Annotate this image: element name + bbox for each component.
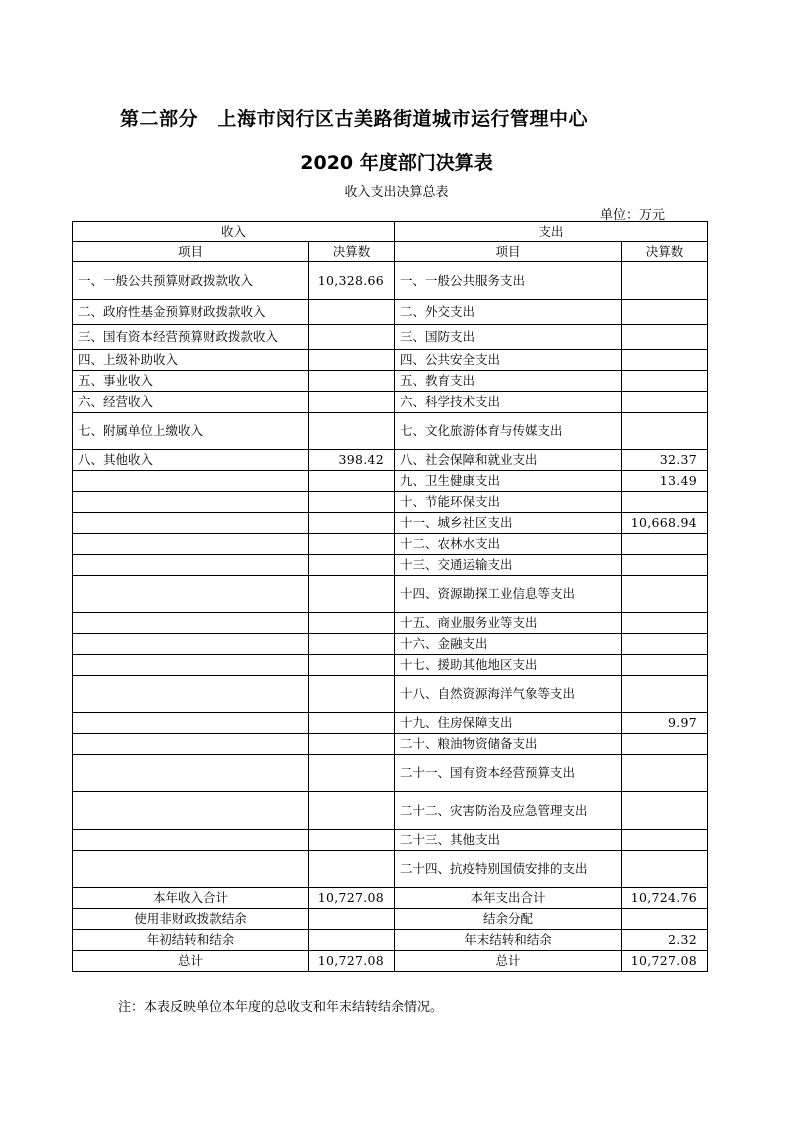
table-row	[73, 713, 708, 734]
expense-item: 二十三、其他支出	[395, 830, 622, 851]
expense-amount: 9.97	[622, 713, 708, 734]
summary-income-label: 年初结转和结余	[73, 930, 309, 951]
expense-amount	[622, 262, 708, 300]
expense-amount	[622, 792, 708, 830]
income-item	[73, 492, 309, 513]
summary-expense-amount: 10,727.08	[622, 951, 708, 972]
income-item: 一、一般公共预算财政拨款收入	[73, 262, 309, 300]
expense-amount-header: 决算数	[622, 242, 708, 262]
summary-row	[73, 951, 708, 972]
expense-amount	[622, 830, 708, 851]
summary-income-label: 本年收入合计	[73, 888, 309, 909]
income-item: 二、政府性基金预算财政拨款收入	[73, 300, 309, 325]
income-amount	[309, 613, 395, 634]
table-row	[73, 830, 708, 851]
table-subtitle: 收入支出决算总表	[344, 185, 449, 200]
unit-label: 单位：万元	[600, 208, 666, 223]
expense-amount	[622, 655, 708, 676]
income-item	[73, 576, 309, 613]
expense-amount	[622, 300, 708, 325]
income-amount	[309, 634, 395, 655]
table-row	[73, 262, 708, 300]
summary-income-amount	[309, 909, 395, 930]
income-amount	[309, 851, 395, 888]
income-amount	[309, 471, 395, 492]
income-amount	[309, 676, 395, 713]
income-amount	[309, 534, 395, 555]
income-item: 四、上级补助收入	[73, 350, 309, 371]
expense-item: 十六、金融支出	[395, 634, 622, 655]
income-item	[73, 792, 309, 830]
expense-amount	[622, 534, 708, 555]
main-title: 2020 年度部门决算表	[300, 152, 493, 174]
expense-amount	[622, 851, 708, 888]
summary-expense-amount	[622, 909, 708, 930]
expense-amount	[622, 734, 708, 755]
expense-amount	[622, 325, 708, 350]
income-item: 八、其他收入	[73, 450, 309, 471]
section-header-row	[73, 222, 708, 242]
income-item	[73, 613, 309, 634]
table-row	[73, 413, 708, 450]
expense-amount	[622, 755, 708, 792]
income-item	[73, 713, 309, 734]
income-item: 七、附属单位上缴收入	[73, 413, 309, 450]
expense-amount	[622, 676, 708, 713]
table-row	[73, 450, 708, 471]
expense-item: 十五、商业服务业等支出	[395, 613, 622, 634]
expense-item: 九、卫生健康支出	[395, 471, 622, 492]
expense-item: 四、公共安全支出	[395, 350, 622, 371]
expense-item: 六、科学技术支出	[395, 392, 622, 413]
part-title: 第二部分 上海市闵行区古美路街道城市运行管理中心	[120, 108, 589, 130]
income-amount: 10,328.66	[309, 262, 395, 300]
table-row	[73, 655, 708, 676]
income-amount	[309, 413, 395, 450]
expense-item: 七、文化旅游体育与传媒支出	[395, 413, 622, 450]
income-amount	[309, 300, 395, 325]
summary-expense-label: 本年支出合计	[395, 888, 622, 909]
income-item	[73, 555, 309, 576]
expense-item: 十一、城乡社区支出	[395, 513, 622, 534]
table-row	[73, 300, 708, 325]
summary-income-amount	[309, 930, 395, 951]
expense-amount	[622, 350, 708, 371]
income-amount	[309, 492, 395, 513]
summary-expense-label: 结余分配	[395, 909, 622, 930]
expense-amount	[622, 492, 708, 513]
table-row	[73, 634, 708, 655]
summary-row	[73, 909, 708, 930]
table-row	[73, 492, 708, 513]
income-amount	[309, 325, 395, 350]
expense-header: 支出	[395, 222, 708, 242]
expense-item: 十九、住房保障支出	[395, 713, 622, 734]
income-item-header: 项目	[73, 242, 309, 262]
table-row	[73, 755, 708, 792]
income-item	[73, 471, 309, 492]
income-amount	[309, 513, 395, 534]
table-row	[73, 792, 708, 830]
summary-expense-amount: 10,724.76	[622, 888, 708, 909]
table-row	[73, 676, 708, 713]
summary-income-amount: 10,727.08	[309, 951, 395, 972]
income-item: 六、经营收入	[73, 392, 309, 413]
expense-amount	[622, 371, 708, 392]
income-item	[73, 734, 309, 755]
income-amount	[309, 350, 395, 371]
income-item	[73, 634, 309, 655]
expense-item: 十八、自然资源海洋气象等支出	[395, 676, 622, 713]
table-row	[73, 734, 708, 755]
expense-amount: 10,668.94	[622, 513, 708, 534]
table-row	[73, 534, 708, 555]
expense-item: 十三、交通运输支出	[395, 555, 622, 576]
summary-row	[73, 888, 708, 909]
expense-amount	[622, 613, 708, 634]
table-row	[73, 851, 708, 888]
income-item	[73, 655, 309, 676]
income-item	[73, 851, 309, 888]
expense-item: 二、外交支出	[395, 300, 622, 325]
income-amount	[309, 655, 395, 676]
income-item	[73, 830, 309, 851]
income-amount	[309, 392, 395, 413]
income-amount	[309, 371, 395, 392]
expense-item: 二十四、抗疫特别国债安排的支出	[395, 851, 622, 888]
table-row	[73, 576, 708, 613]
expense-amount	[622, 576, 708, 613]
income-amount	[309, 830, 395, 851]
summary-expense-amount: 2.32	[622, 930, 708, 951]
income-expense-table	[72, 221, 708, 972]
table-row	[73, 513, 708, 534]
income-item	[73, 534, 309, 555]
income-item	[73, 755, 309, 792]
income-item: 三、国有资本经营预算财政拨款收入	[73, 325, 309, 350]
income-item: 五、事业收入	[73, 371, 309, 392]
expense-item-header: 项目	[395, 242, 622, 262]
expense-item: 二十一、国有资本经营预算支出	[395, 755, 622, 792]
summary-income-label: 总计	[73, 951, 309, 972]
expense-item: 十二、农林水支出	[395, 534, 622, 555]
table-row	[73, 325, 708, 350]
table-row	[73, 471, 708, 492]
table-row	[73, 613, 708, 634]
income-amount: 398.42	[309, 450, 395, 471]
income-amount	[309, 734, 395, 755]
expense-item: 十七、援助其他地区支出	[395, 655, 622, 676]
table-row	[73, 350, 708, 371]
expense-item: 十、节能环保支出	[395, 492, 622, 513]
income-item	[73, 676, 309, 713]
column-header-row	[73, 242, 708, 262]
expense-item: 二十二、灾害防治及应急管理支出	[395, 792, 622, 830]
income-header: 收入	[73, 222, 395, 242]
income-amount	[309, 792, 395, 830]
expense-item: 五、教育支出	[395, 371, 622, 392]
summary-income-amount: 10,727.08	[309, 888, 395, 909]
expense-item: 一、一般公共服务支出	[395, 262, 622, 300]
summary-income-label: 使用非财政拨款结余	[73, 909, 309, 930]
expense-item: 十四、资源勘探工业信息等支出	[395, 576, 622, 613]
income-amount-header: 决算数	[309, 242, 395, 262]
expense-amount: 32.37	[622, 450, 708, 471]
table-row	[73, 371, 708, 392]
summary-expense-label: 年末结转和结余	[395, 930, 622, 951]
income-amount	[309, 755, 395, 792]
expense-amount	[622, 634, 708, 655]
income-amount	[309, 576, 395, 613]
footnote: 注：本表反映单位本年度的总收支和年末结转结余情况。	[118, 1000, 444, 1015]
income-item	[73, 513, 309, 534]
expense-amount: 13.49	[622, 471, 708, 492]
table-row	[73, 392, 708, 413]
expense-amount	[622, 392, 708, 413]
expense-item: 八、社会保障和就业支出	[395, 450, 622, 471]
expense-item: 二十、粮油物资储备支出	[395, 734, 622, 755]
expense-amount	[622, 555, 708, 576]
summary-row	[73, 930, 708, 951]
expense-amount	[622, 413, 708, 450]
income-amount	[309, 555, 395, 576]
income-amount	[309, 713, 395, 734]
table-row	[73, 555, 708, 576]
summary-expense-label: 总计	[395, 951, 622, 972]
expense-item: 三、国防支出	[395, 325, 622, 350]
